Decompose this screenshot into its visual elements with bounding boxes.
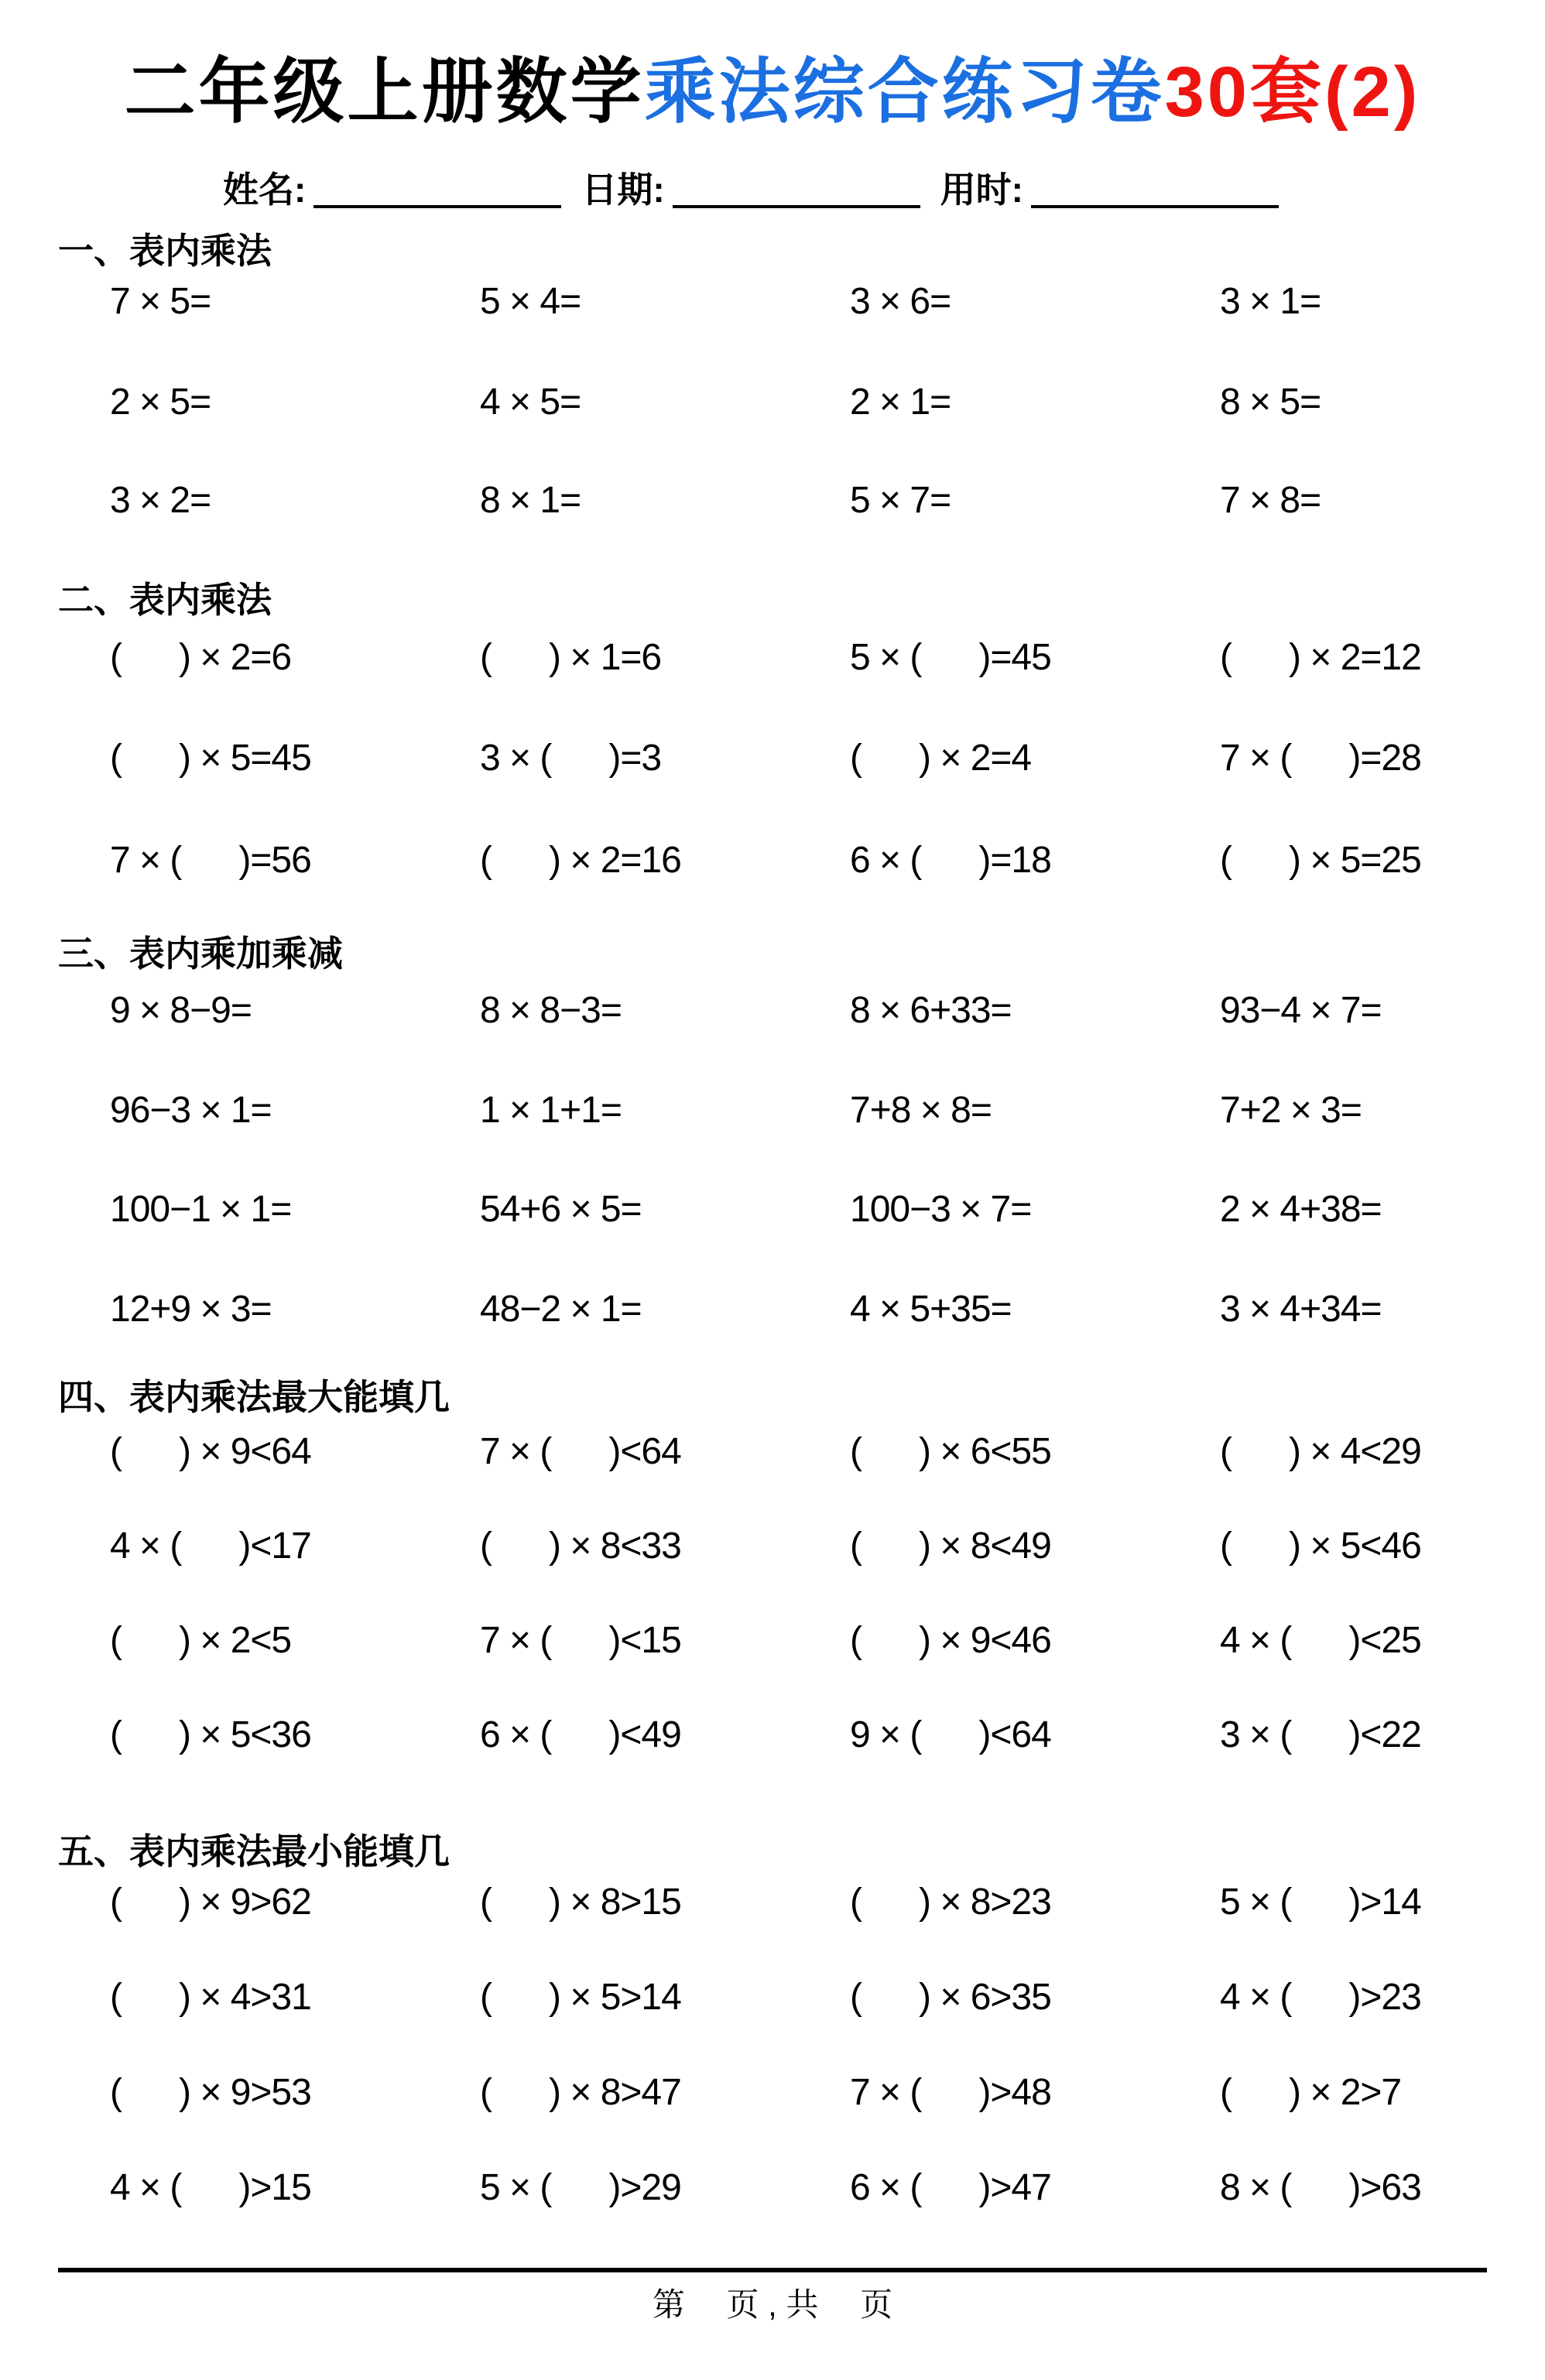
equation: ( ) × 2>7	[1220, 2072, 1402, 2113]
equation: ( ) × 2=12	[1220, 637, 1421, 678]
equation: ( ) × 5<36	[110, 1714, 311, 1755]
equation: ( ) × 6>35	[850, 1977, 1051, 2018]
exercise-row	[0, 379, 1545, 426]
equation: 8 × 5=	[1220, 382, 1321, 423]
exercise-row	[0, 1974, 1545, 2021]
exercise-row	[0, 279, 1545, 325]
title-segment-black: 二年级上册数学	[124, 53, 645, 132]
equation: 5 × ( )>29	[480, 2167, 681, 2208]
time-label: 用时:	[940, 170, 1023, 210]
exercise-row	[0, 1429, 1545, 1475]
equation: 4 × ( )<17	[110, 1526, 311, 1567]
date-label: 日期:	[581, 170, 665, 210]
page-number-footer: 第 页 , 共 页	[652, 2286, 893, 2323]
equation: 7+8 × 8=	[850, 1090, 992, 1131]
equation: 2 × 1=	[850, 382, 951, 423]
equation: 5 × ( )>14	[1220, 1882, 1421, 1923]
exercise-row	[0, 837, 1545, 884]
equation: 4 × 5=	[480, 382, 581, 423]
exercise-row	[0, 1879, 1545, 1926]
exercise-row	[0, 478, 1545, 524]
equation: 7 × 5=	[110, 281, 211, 322]
equation: ( ) × 2<5	[110, 1620, 292, 1661]
footer-divider	[58, 2268, 1487, 2272]
equation: 3 × ( )<22	[1220, 1714, 1421, 1755]
date-blank	[673, 168, 920, 208]
equation: ( ) × 8>47	[480, 2072, 681, 2113]
equation: 5 × 7=	[850, 480, 951, 521]
equation: ( ) × 9>62	[110, 1882, 311, 1923]
equation: ( ) × 2=16	[480, 840, 681, 881]
equation: 4 × ( )>23	[1220, 1977, 1421, 2018]
exercise-row	[0, 1523, 1545, 1570]
equation: 8 × 6+33=	[850, 990, 1012, 1031]
equation: 7 × ( )<64	[480, 1431, 681, 1472]
equation: 54+6 × 5=	[480, 1189, 642, 1230]
section-5-title: 五、表内乘法最小能填几	[58, 1831, 450, 1871]
equation: 3 × ( )=3	[480, 738, 662, 779]
equation: 9 × 8−9=	[110, 990, 252, 1031]
equation: 93−4 × 7=	[1220, 990, 1382, 1031]
equation: 4 × ( )>15	[110, 2167, 311, 2208]
equation: 96−3 × 1=	[110, 1090, 272, 1131]
equation: 4 × ( )<25	[1220, 1620, 1421, 1661]
equation: 5 × ( )=45	[850, 637, 1051, 678]
section-2-title: 二、表内乘法	[58, 580, 272, 620]
equation: ( ) × 5=25	[1220, 840, 1421, 881]
title-segment-blue: 乘法综合练习卷	[644, 53, 1165, 132]
exercise-row	[0, 735, 1545, 782]
equation: 6 × ( )>47	[850, 2167, 1051, 2208]
equation: ( ) × 8<49	[850, 1526, 1051, 1567]
equation: 6 × ( )=18	[850, 840, 1051, 881]
equation: 7+2 × 3=	[1220, 1090, 1362, 1131]
equation: 100−1 × 1=	[110, 1189, 292, 1230]
equation: ( ) × 9<46	[850, 1620, 1051, 1661]
section-4-title: 四、表内乘法最大能填几	[58, 1377, 450, 1417]
equation: ( ) × 6<55	[850, 1431, 1051, 1472]
exercise-row	[0, 1618, 1545, 1664]
equation: ( ) × 5>14	[480, 1977, 681, 2018]
equation: 2 × 4+38=	[1220, 1189, 1382, 1230]
exercise-row	[0, 988, 1545, 1034]
equation: 5 × 4=	[480, 281, 581, 322]
title-segment-red: 30套(2)	[1164, 53, 1421, 132]
equation: 7 × ( )=56	[110, 840, 311, 881]
equation: 3 × 1=	[1220, 281, 1321, 322]
section-3-title: 三、表内乘加乘减	[58, 933, 343, 974]
exercise-row	[0, 2070, 1545, 2116]
exercise-row	[0, 1286, 1545, 1333]
equation: 7 × 8=	[1220, 480, 1321, 521]
equation: 7 × ( )>48	[850, 2072, 1051, 2113]
equation: 4 × 5+35=	[850, 1289, 1012, 1330]
exercise-row	[0, 1087, 1545, 1134]
equation: 8 × ( )>63	[1220, 2167, 1421, 2208]
equation: 8 × 1=	[480, 480, 581, 521]
equation: 7 × ( )=28	[1220, 738, 1421, 779]
exercise-row	[0, 2165, 1545, 2211]
exercise-row	[0, 1187, 1545, 1233]
exercise-row	[0, 1712, 1545, 1758]
equation: 9 × ( )<64	[850, 1714, 1051, 1755]
name-blank	[313, 168, 561, 208]
exercise-row	[0, 635, 1545, 681]
student-info-row	[223, 166, 1279, 214]
name-label: 姓名:	[223, 170, 307, 210]
equation: ( ) × 4<29	[1220, 1431, 1421, 1472]
equation: ( ) × 1=6	[480, 637, 662, 678]
equation: ( ) × 8<33	[480, 1526, 681, 1567]
equation: 6 × ( )<49	[480, 1714, 681, 1755]
equation: ( ) × 5<46	[1220, 1526, 1421, 1567]
section-1-title: 一、表内乘法	[58, 231, 272, 271]
equation: ( ) × 9<64	[110, 1431, 311, 1472]
equation: 2 × 5=	[110, 382, 211, 423]
equation: 12+9 × 3=	[110, 1289, 272, 1330]
equation: 8 × 8−3=	[480, 990, 622, 1031]
equation: 3 × 6=	[850, 281, 951, 322]
equation: 3 × 4+34=	[1220, 1289, 1382, 1330]
equation: ( ) × 4>31	[110, 1977, 311, 2018]
equation: ( ) × 8>23	[850, 1882, 1051, 1923]
equation: 100−3 × 7=	[850, 1189, 1032, 1230]
equation: ( ) × 2=4	[850, 738, 1032, 779]
equation: 1 × 1+1=	[480, 1090, 622, 1131]
time-blank	[1031, 168, 1279, 208]
equation: 7 × ( )<15	[480, 1620, 681, 1661]
page-title	[0, 50, 1545, 135]
equation: ( ) × 5=45	[110, 738, 311, 779]
equation: ( ) × 8>15	[480, 1882, 681, 1923]
equation: 48−2 × 1=	[480, 1289, 642, 1330]
equation: 3 × 2=	[110, 480, 211, 521]
equation: ( ) × 9>53	[110, 2072, 311, 2113]
equation: ( ) × 2=6	[110, 637, 292, 678]
